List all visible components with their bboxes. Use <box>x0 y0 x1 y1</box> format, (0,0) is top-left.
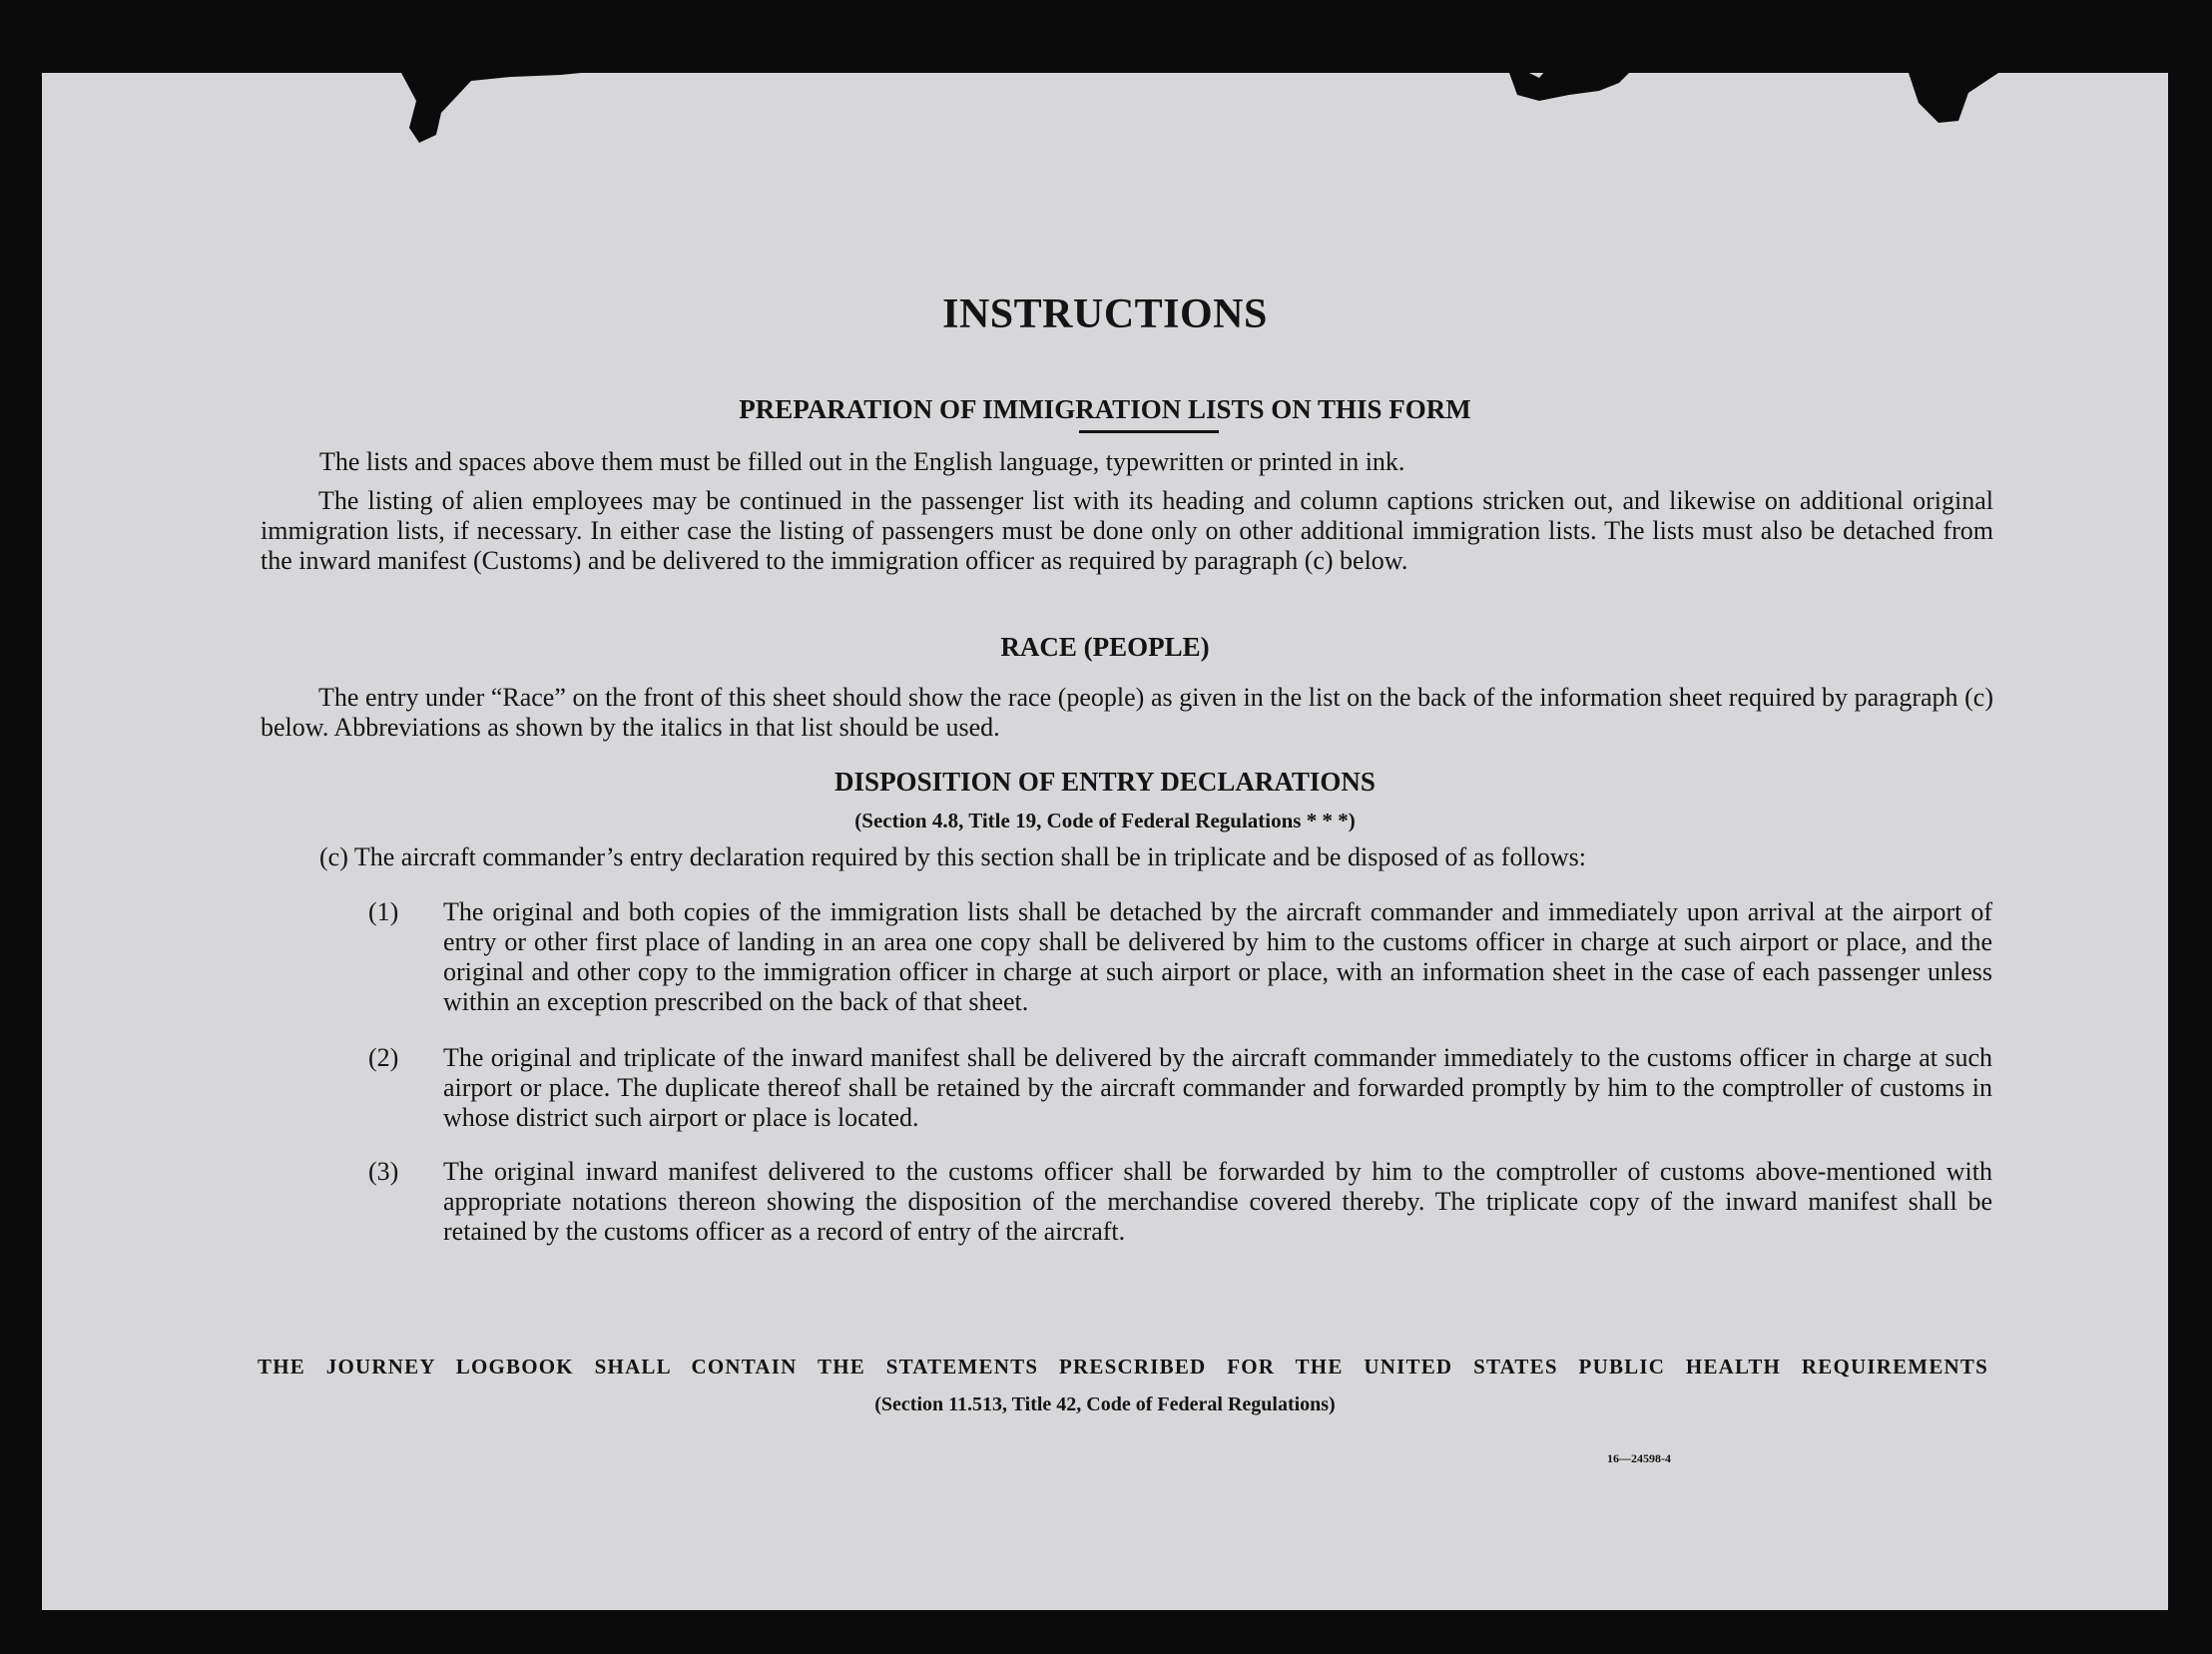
torn-edge-marks <box>42 73 2168 163</box>
section-heading-disposition: DISPOSITION OF ENTRY DECLARATIONS <box>834 767 1376 797</box>
list-item-text: The original and both copies of the immigration lists shall be detached by the aircraft commander and immediately upon arrival at the airport of entry or other first place of landing in an area one copy shall be delivered by him to the customs officer in charge at such airport or place, and the original and other copy to the immigration officer in charge at such airport or place, with an information sheet in the case of each passenger unless within an exception prescribed on the back of that sheet. <box>443 897 1992 1016</box>
list-item-number: (2) <box>368 1043 399 1072</box>
list-item-text: The original and triplicate of the inward manifest shall be delivered by the aircraft commander immediately to the customs officer in charge at such airport or place. The duplicate thereof shall be retained by the aircraft commander and forwarded promptly by him to the comptroller of customs in whose district such airport or place is located. <box>443 1043 1992 1132</box>
form-number: 16—24598-4 <box>1607 1451 1671 1465</box>
section-subheading-disposition: (Section 4.8, Title 19, Code of Federal Regulations * * *) <box>854 809 1356 832</box>
list-item-number: (3) <box>368 1157 399 1186</box>
title-underline <box>1079 430 1219 433</box>
list-item-number: (1) <box>368 897 399 926</box>
footer-reference: (Section 11.513, Title 42, Code of Federal Regulations) <box>874 1393 1336 1415</box>
list-item-1 <box>368 897 1992 1017</box>
paragraph-disposition-intro: (c) The aircraft commander’s entry declaration required by this section shall be in triplicate and be disposed of as follows: <box>319 842 1587 871</box>
section-heading-preparation: PREPARATION OF IMMIGRATION LISTS ON THIS FORM <box>739 394 1471 424</box>
list-item-3 <box>368 1157 1992 1247</box>
document-page <box>42 73 2168 1610</box>
paragraph-preparation-2: The listing of alien employees may be continued in the passenger list with its heading and column captions stricken out, and likewise on additional original immigration lists, if necessary. In either case the listing of passengers must be done only on other additional immigration lists. The lists must also be detached from the inward manifest (Customs) and be delivered to the immigration officer as required by paragraph (c) below. <box>261 486 1993 575</box>
paragraph-race: The entry under “Race” on the front of this sheet should show the race (people) as given in the list on the back of the information sheet required by paragraph (c) below. Abbreviations as shown by the italics in that list should be used. <box>261 683 1993 742</box>
page-title: INSTRUCTIONS <box>942 291 1268 337</box>
section-heading-race: RACE (PEOPLE) <box>1000 632 1210 662</box>
paragraph-preparation-1: The lists and spaces above them must be filled out in the English language, typewritten or printed in ink. <box>319 447 1405 476</box>
footer-statement: THE JOURNEY LOGBOOK SHALL CONTAIN THE STATEMENTS PRESCRIBED FOR THE UNITED STATES PUBLIC HEALTH REQUIREMENTS <box>258 1355 1988 1378</box>
list-item-2 <box>368 1043 1992 1133</box>
list-item-text: The original inward manifest delivered to the customs officer shall be forwarded by him to the comptroller of customs above-mentioned with appropriate notations thereon showing the disposition of the merchandise covered thereby. The triplicate copy of the inward manifest shall be retained by the customs officer as a record of entry of the aircraft. <box>443 1157 1992 1246</box>
